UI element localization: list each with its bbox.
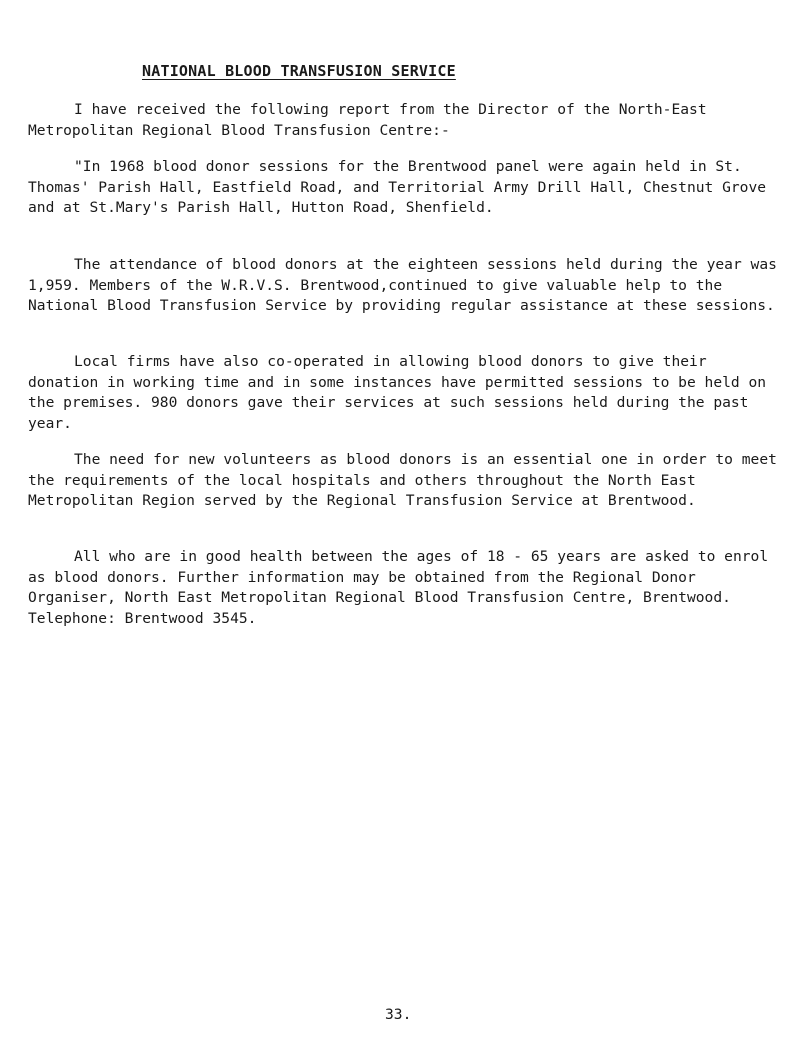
page-number: 33. bbox=[385, 1006, 412, 1023]
document-title: NATIONAL BLOOD TRANSFUSION SERVICE bbox=[142, 62, 456, 80]
sessions-paragraph: "In 1968 blood donor sessions for the Brentwood panel were again held in St. Thomas' Parish Hall, Eastfield Road, and Territorial Army Drill Hall, Chestnut Grove and at St.Mary's Parish Hall, Hutton Road, Shenfield. bbox=[28, 158, 775, 216]
attendance-paragraph: The attendance of blood donors at the eighteen sessions held during the year was 1,959. Members of the W.R.V.S. Brentwood,continued to give valuable help to the National Blood Transfusion Service by providing regular assistance at these sessions. bbox=[28, 256, 786, 314]
enrol-paragraph: All who are in good health between the ages of 18 - 65 years are asked to enrol as blood donors. Further information may be obtained from the Regional Donor Organiser, North East Metropolitan Regional Blood Transfusion Centre, Brentwood. Telephone: Brentwood 3545. bbox=[28, 548, 777, 627]
volunteers-paragraph: The need for new volunteers as blood donors is an essential one in order to meet the requirements of the local hospitals and others throughout the North East Metropolitan Region served by the Regional Transfusion Service at Brentwood. bbox=[28, 451, 786, 509]
intro-paragraph: I have received the following report from the Director of the North-East Metropolitan Regional Blood Transfusion Centre:- bbox=[28, 101, 716, 139]
local-firms-paragraph: Local firms have also co-operated in allowing blood donors to give their donation in working time and in some instances have permitted sessions to be held on the premises. 980 donors gave their services at such sessions held during the past year. bbox=[28, 353, 775, 432]
